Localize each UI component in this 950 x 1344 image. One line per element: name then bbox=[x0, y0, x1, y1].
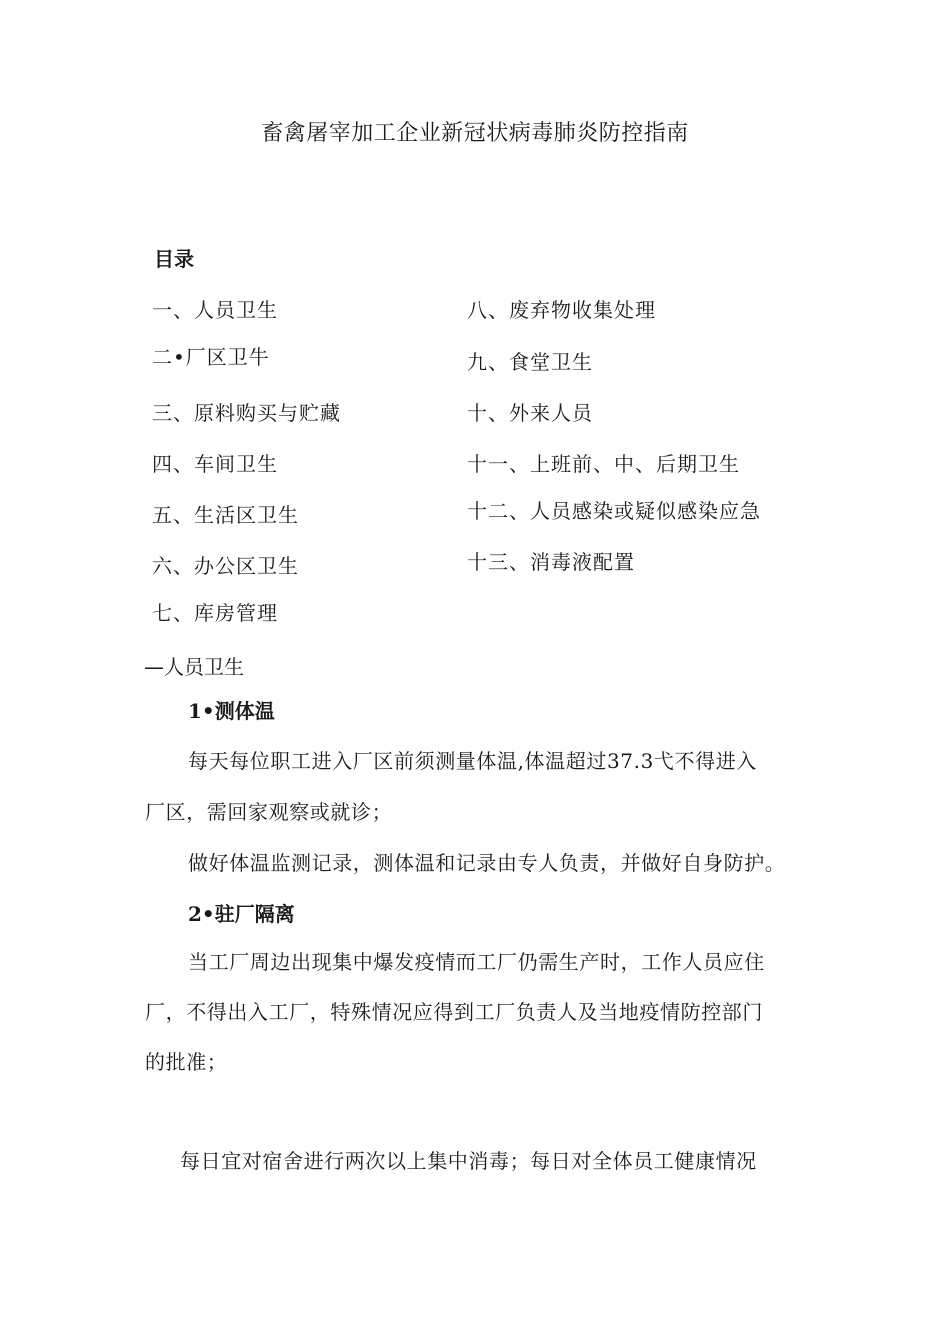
toc-item[interactable]: 五、生活区卫生 bbox=[152, 503, 299, 527]
toc-item[interactable]: 十三、消毒液配置 bbox=[467, 550, 635, 574]
subsection-heading: 1•测体温 bbox=[188, 699, 275, 723]
toc-item[interactable]: 七、库房管理 bbox=[152, 601, 278, 625]
document-title: 畜禽屠宰加工企业新冠状病毒肺炎防控指南 bbox=[261, 121, 689, 146]
toc-item[interactable]: 九、食堂卫生 bbox=[467, 350, 593, 374]
toc-item[interactable]: 三、原料购买与贮藏 bbox=[152, 401, 341, 425]
paragraph-line: 厂，不得出入工厂，特殊情况应得到工厂负责人及当地疫情防控部门 bbox=[145, 1000, 763, 1024]
toc-item[interactable]: 四、车间卫生 bbox=[152, 452, 278, 476]
paragraph-line: 做好体温监测记录，测体温和记录由专人负责，并做好自身防护。 bbox=[188, 851, 786, 875]
section-heading: —人员卫生 bbox=[144, 655, 244, 679]
toc-heading: 目录 bbox=[154, 247, 194, 271]
paragraph-line: 每日宜对宿舍进行两次以上集中消毒；每日对全体员工健康情况 bbox=[180, 1149, 757, 1173]
paragraph-line: 的批准； bbox=[145, 1050, 228, 1074]
subsection-heading: 2•驻厂隔离 bbox=[188, 902, 295, 926]
toc-item[interactable]: 十、外来人员 bbox=[467, 401, 593, 425]
toc-item[interactable]: 十二、人员感染或疑似感染应急 bbox=[467, 499, 761, 523]
toc-item[interactable]: 一、人员卫生 bbox=[152, 298, 278, 322]
paragraph-line: 每天每位职工进入厂区前须测量体温,体温超过37.3弋不得进入 bbox=[188, 749, 757, 773]
toc-item[interactable]: 二•厂区卫牛 bbox=[152, 345, 270, 369]
toc-item[interactable]: 六、办公区卫生 bbox=[152, 554, 299, 578]
toc-item[interactable]: 十一、上班前、中、后期卫生 bbox=[467, 452, 740, 476]
paragraph-line: 厂区，需回家观察或就诊； bbox=[145, 800, 393, 824]
toc-item[interactable]: 八、废弃物收集处理 bbox=[467, 298, 656, 322]
paragraph-line: 当工厂周边出现集中爆发疫情而工厂仍需生产时，工作人员应住 bbox=[188, 950, 765, 974]
